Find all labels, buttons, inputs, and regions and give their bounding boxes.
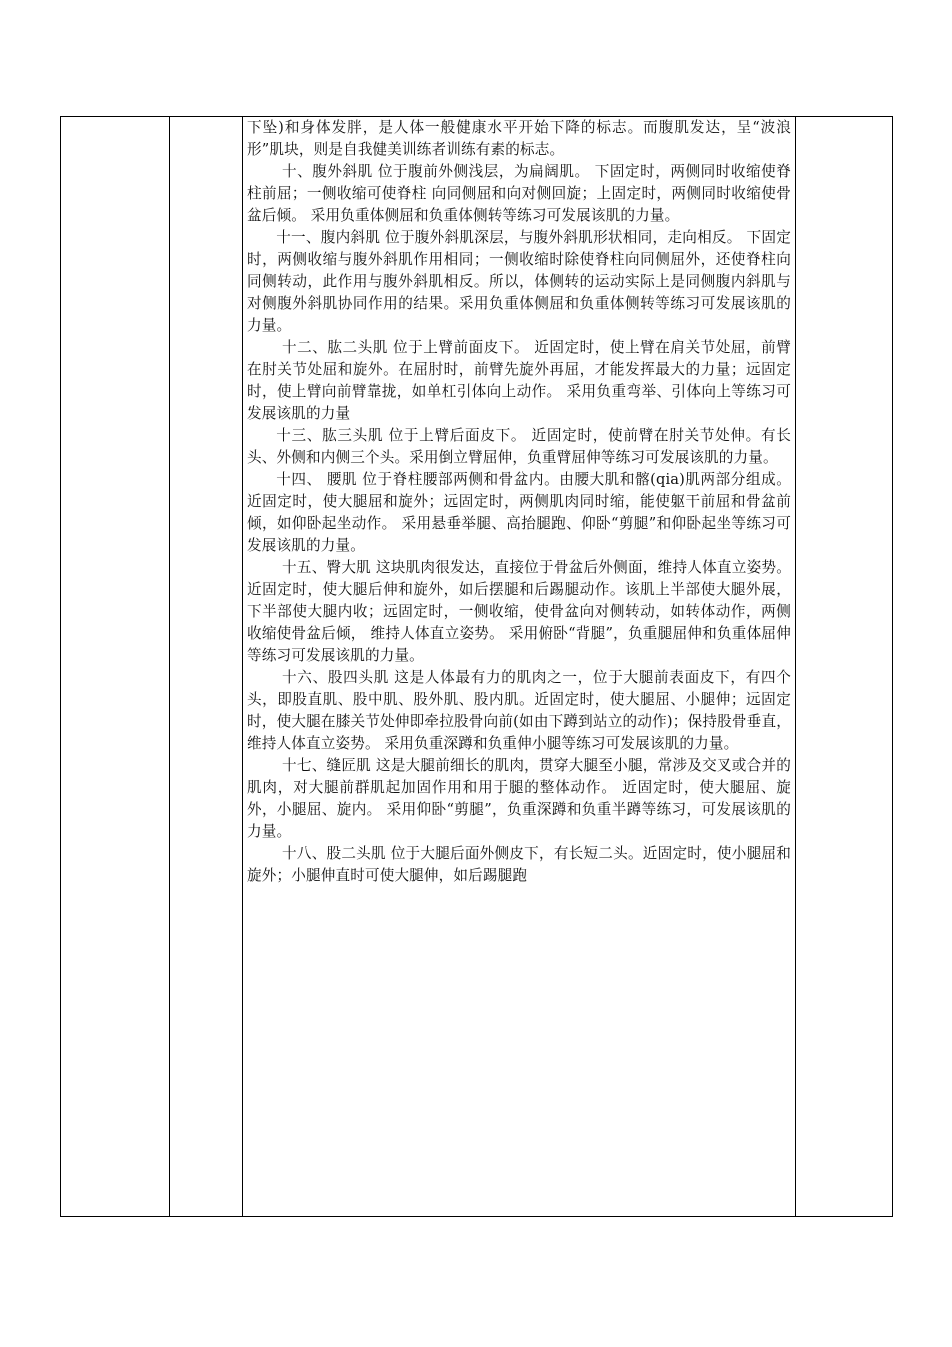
paragraph-13: 十三、肱三头肌 位于上臂后面皮下。 近固定时，使前臂在肘关节处伸。有长头、外侧和内侧三个头。采用倒立臂屈伸，负重臂屈伸等练习可发展该肌的力量。 — [247, 427, 791, 466]
paragraph-17: 十七、缝匠肌 这是大腿前细长的肌肉，贯穿大腿至小腿，常涉及交叉或合并的肌肉，对大腿前群肌起加固作用和用于腿的整体动作。 近固定时，使大腿屈、旋外，小腿屈、旋内。 采用仰卧“剪腿”，负重深蹲和负重半蹲等练习，可发展该肌的力量。 — [247, 757, 791, 840]
content-cell — [243, 117, 796, 1217]
paragraph-12: 十二、肱二头肌 位于上臂前面皮下。 近固定时，使上臂在肩关节处屈，前臂在肘关节处屈和旋外。在屈肘时，前臂先旋外再屈，才能发挥最大的力量；远固定时，使上臂向前臂靠拢，如单杠引体向上动作。 采用负重弯举、引体向上等练习可发展该肌的力量 — [247, 339, 791, 422]
paragraph-14: 十四、 腰肌 位于脊柱腰部两侧和骨盆内。由腰大肌和髂(qia)肌两部分组成。 近固定时，使大腿屈和旋外；远固定时，两侧肌肉同时缩，能使躯干前屈和骨盆前倾，如仰卧起坐动作。 采用悬垂举腿、高抬腿跑、仰卧“剪腿”和仰卧起坐等练习可发展该肌的力量。 — [247, 471, 791, 554]
table-cell-empty-1 — [61, 117, 170, 1217]
table-cell-empty-2 — [170, 117, 243, 1217]
paragraph-intro: 下坠)和身体发胖，是人体一般健康水平开始下降的标志。而腹肌发达，呈“波浪形”肌块，则是自我健美训练者训练有素的标志。 — [247, 119, 791, 158]
paragraph-15: 十五、臀大肌 这块肌肉很发达，直接位于骨盆后外侧面，维持人体直立姿势。 近固定时，使大腿后伸和旋外，如后摆腿和后踢腿动作。该肌上半部使大腿外展，下半部使大腿内收；远固定时，一侧收缩，使骨盆向对侧转动，如转体动作，两侧收缩使骨盆后倾， 维持人体直立姿势。 采用俯卧“背腿”，负重腿屈伸和负重体屈伸等练习可发展该肌的力量。 — [247, 559, 791, 664]
content-text — [243, 117, 795, 887]
paragraph-16: 十六、股四头肌 这是人体最有力的肌肉之一，位于大腿前表面皮下，有四个头，即股直肌、股中肌、股外肌、股内肌。近固定时，使大腿屈、小腿伸；远固定时，使大腿在膝关节处伸即牵拉股骨向前(如由下蹲到站立的动作)；保持股骨垂直，维持人体直立姿势。 采用负重深蹲和负重伸小腿等练习可发展该肌的力量。 — [247, 669, 791, 752]
paragraph-10: 十、腹外斜肌 位于腹前外侧浅层，为扁阔肌。 下固定时，两侧同时收缩使脊柱前屈；一侧收缩可使脊柱 向同侧屈和向对侧回旋；上固定时，两侧同时收缩使骨盆后倾。 采用负重体侧屈和负重体侧转等练习可发展该肌的力量。 — [247, 163, 791, 224]
table-cell-empty-4 — [796, 117, 893, 1217]
table-row — [61, 117, 893, 1217]
paragraph-11: 十一、腹内斜肌 位于腹外斜肌深层，与腹外斜肌形状相同，走向相反。 下固定时，两侧收缩与腹外斜肌作用相同；一侧收缩时除使脊柱向同侧屈外，还使脊柱向同侧转动，此作用与腹外斜肌相反。所以，体侧转的运动实际上是同侧腹内斜肌与对侧腹外斜肌协同作用的结果。采用负重体侧屈和负重体侧转等练习可发展该肌的力量。 — [247, 229, 791, 334]
paragraph-18: 十八、股二头肌 位于大腿后面外侧皮下，有长短二头。近固定时，使小腿屈和旋外；小腿伸直时可使大腿伸，如后踢腿跑 — [247, 845, 791, 884]
document-table — [60, 116, 893, 1217]
